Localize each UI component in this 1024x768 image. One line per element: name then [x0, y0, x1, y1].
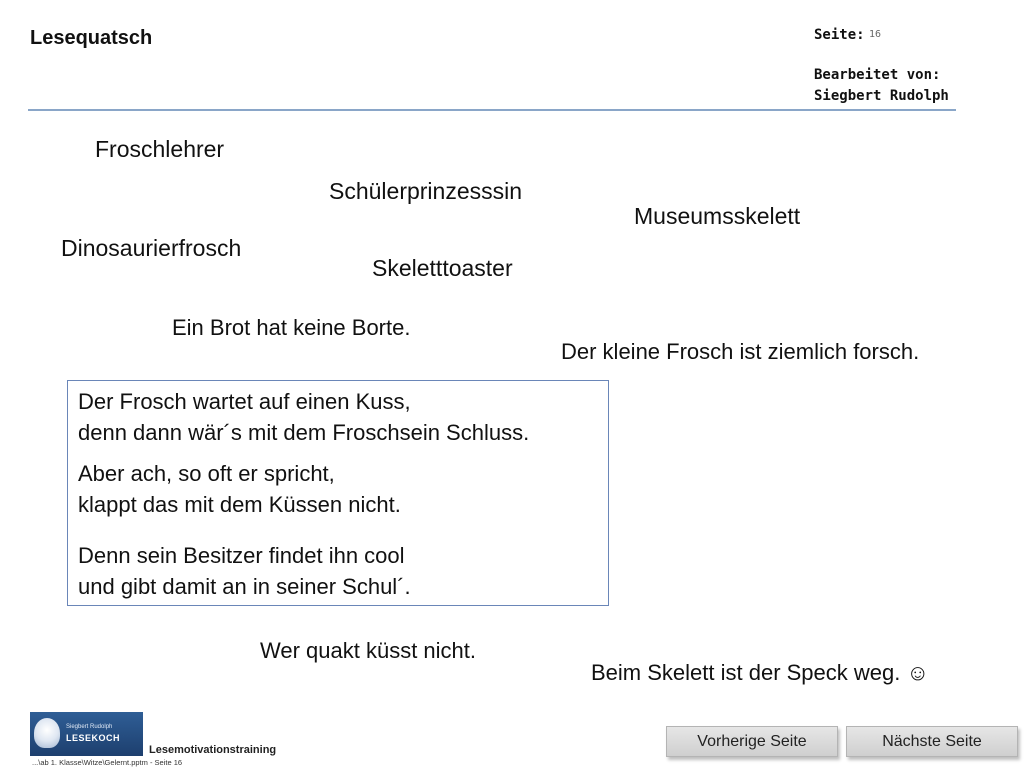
edited-by-label: Bearbeitet von: — [814, 67, 941, 83]
next-page-button[interactable]: Nächste Seite — [846, 726, 1018, 757]
word-item: Museumsskelett — [634, 203, 801, 229]
poem-line: Aber ach, so oft er spricht, — [78, 461, 335, 486]
poem-line: Der Frosch wartet auf einen Kuss, — [78, 389, 411, 414]
poem-line: denn dann wär´s mit dem Froschsein Schluss. — [78, 420, 530, 445]
page-number: 16 — [869, 29, 882, 40]
poem-line: klappt das mit dem Küssen nicht. — [78, 492, 401, 517]
sentence-item: Ein Brot hat keine Borte. — [172, 315, 411, 340]
page-label: Seite: — [814, 27, 865, 43]
edited-by-name: Siegbert Rudolph — [814, 88, 949, 104]
header-divider — [28, 109, 956, 111]
poem-line: Denn sein Besitzer findet ihn cool — [78, 543, 405, 568]
poem-line: und gibt damit an in seiner Schul´. — [78, 574, 411, 599]
sentence-item: Wer quakt küsst nicht. — [260, 638, 477, 663]
word-item: Froschlehrer — [95, 136, 225, 162]
word-item: Schülerprinzesssin — [329, 178, 523, 204]
poem-box — [67, 380, 609, 606]
file-path: ...\ab 1. Klasse\Witze\Gelernt.pptm - Seite 16 — [32, 758, 183, 767]
lightbulb-icon — [34, 718, 60, 748]
logo-author: Siegbert Rudolph — [66, 724, 113, 730]
sentence-item: Beim Skelett ist der Speck weg. ☺ — [591, 660, 929, 685]
leseskoch-logo — [30, 712, 143, 756]
sentence-item: Der kleine Frosch ist ziemlich forsch. — [561, 339, 920, 364]
page-title: Lesequatsch — [30, 27, 153, 49]
program-name: Lesemotivationstraining — [149, 744, 277, 756]
logo-brand: LESEKOCH — [66, 733, 121, 743]
word-item: Skeletttoaster — [372, 255, 513, 281]
previous-page-button[interactable]: Vorherige Seite — [666, 726, 838, 757]
word-item: Dinosaurierfrosch — [61, 235, 242, 261]
